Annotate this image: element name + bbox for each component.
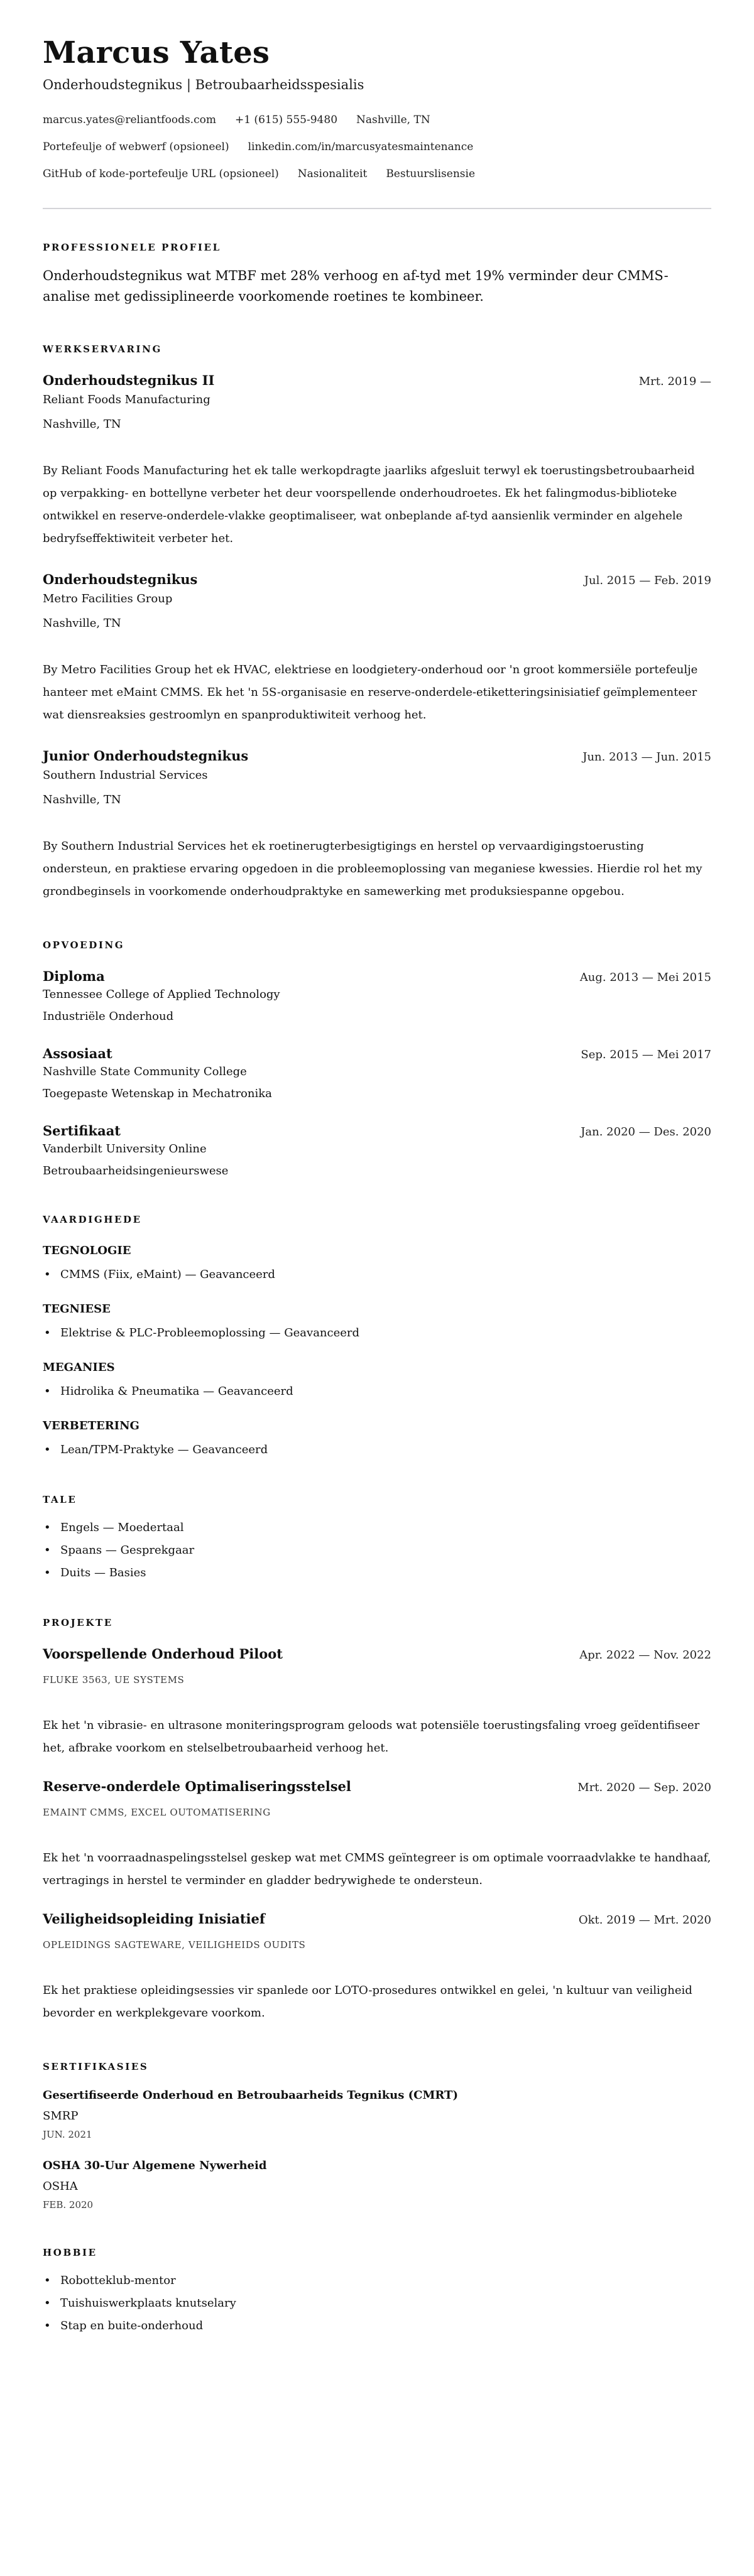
skills-section	[43, 1214, 711, 1458]
contact-nationality: Nasionaliteit	[297, 167, 368, 180]
section-title-experience: WERKSERVARING	[43, 343, 162, 355]
field-of-study: Industriële Onderhoud	[43, 1009, 174, 1023]
section-title-profile: PROFESSIONELE PROFIEL	[43, 241, 221, 253]
skill-item: • Elektrise & PLC-Probleemoplossing — Geavanceerd	[44, 1326, 360, 1339]
hobby-list	[43, 2273, 711, 2334]
bullet-icon: •	[44, 1267, 51, 1281]
education-entry	[43, 1046, 711, 1100]
certification-issuer: OSHA	[43, 2179, 78, 2193]
project-description: Ek het praktiese opleidingsessies vir spanlede oor LOTO-prosedures ontwikkel en gelei, 'n kultuur van veiligheid bevorder en werkplekgevare voorkom.	[43, 1983, 692, 2020]
education-section	[43, 939, 711, 1177]
skill-list	[43, 1326, 711, 1341]
language-item: • Engels — Moedertaal	[44, 1520, 184, 1534]
section-title-hobbies: HOBBIE	[43, 2246, 97, 2258]
school-name: Vanderbilt University Online	[43, 1142, 207, 1155]
bullet-icon: •	[44, 1384, 51, 1398]
language-item: • Duits — Basies	[44, 1566, 146, 1579]
field-of-study: Toegepaste Wetenskap in Mechatronika	[43, 1086, 272, 1100]
project-title: Reserve-onderdele Optimaliseringsstelsel	[43, 1778, 351, 1794]
project-entry	[43, 1778, 711, 1892]
contact-row-1	[43, 114, 711, 126]
project-entry	[43, 1646, 711, 1760]
language-list	[43, 1520, 711, 1581]
contact-linkedin[interactable]: linkedin.com/in/marcusyatesmaintenance	[248, 140, 474, 153]
education-entry	[43, 968, 711, 1023]
contact-row-3	[43, 168, 711, 180]
skill-list	[43, 1442, 711, 1458]
contact-portfolio[interactable]: Portefeulje of webwerf (opsioneel)	[43, 140, 229, 153]
hobby-item: • Tuishuiswerkplaats knutselary	[44, 2296, 236, 2310]
hobby-item: • Robotteklub-mentor	[44, 2273, 176, 2287]
section-title-skills: VAARDIGHEDE	[43, 1213, 142, 1225]
section-title-certifications: SERTIFIKASIES	[43, 2060, 149, 2072]
project-tech: EMAINT CMMS, EXCEL OUTOMATISERING	[43, 1806, 271, 1818]
certification-name: OSHA 30-Uur Algemene Nywerheid	[43, 2158, 267, 2172]
project-tech: OPLEIDINGS SAGTEWARE, VEILIGHEIDS OUDITS	[43, 1939, 306, 1951]
education-date: Aug. 2013 — Mei 2015	[579, 970, 711, 984]
bullet-icon: •	[44, 1326, 51, 1339]
bullet-icon: •	[44, 2296, 51, 2310]
job-company: Southern Industrial Services	[43, 768, 208, 782]
hobby-item: • Stap en buite-onderhoud	[44, 2319, 204, 2332]
contact-phone[interactable]: +1 (615) 555-9480	[234, 113, 338, 126]
job-date: Jun. 2013 — Jun. 2015	[582, 750, 711, 764]
candidate-name: Marcus Yates	[43, 35, 270, 70]
job-entry	[43, 748, 711, 903]
bullet-icon: •	[44, 2273, 51, 2287]
profile-summary: Onderhoudstegnikus wat MTBF met 28% verhoog en af-tyd met 19% verminder deur CMMS-analise met gedissiplineerde voorkomende roetines te kombineer.	[43, 268, 669, 304]
project-date: Apr. 2022 — Nov. 2022	[579, 1648, 711, 1662]
project-date: Okt. 2019 — Mrt. 2020	[578, 1913, 711, 1927]
project-description: Ek het 'n vibrasie- en ultrasone moniteringsprogram geloods wat potensiële toerustingsfaling vroeg geïdentifiseer het, afbrake voorkom en stelselbetroubaarheid verhoog het.	[43, 1718, 700, 1755]
bullet-icon: •	[44, 2319, 51, 2332]
skill-category-title: TEGNOLOGIE	[43, 1243, 131, 1257]
resume-header	[43, 36, 711, 180]
skill-item: • Hidrolika & Pneumatika — Geavanceerd	[44, 1384, 293, 1398]
candidate-headline: Onderhoudstegnikus | Betroubaarheidsspesialis	[43, 77, 364, 92]
degree-title: Assosiaat	[43, 1045, 112, 1061]
certification-name: Gesertifiseerde Onderhoud en Betroubaarheids Tegnikus (CMRT)	[43, 2088, 458, 2102]
contact-drivers-license: Bestuurslisensie	[386, 167, 475, 180]
certifications-section	[43, 2061, 711, 2211]
job-date: Jul. 2015 — Feb. 2019	[584, 573, 711, 587]
education-date: Jan. 2020 — Des. 2020	[581, 1125, 711, 1139]
project-title: Veiligheidsopleiding Inisiatief	[43, 1910, 265, 1927]
contact-github[interactable]: GitHub of kode-portefeulje URL (opsioneel)	[43, 167, 279, 180]
degree-title: Diploma	[43, 968, 105, 984]
project-tech: FLUKE 3563, UE SYSTEMS	[43, 1674, 185, 1686]
projects-section	[43, 1617, 711, 2025]
skill-list	[43, 1267, 711, 1282]
project-title: Voorspellende Onderhoud Piloot	[43, 1645, 283, 1662]
experience-section	[43, 344, 711, 903]
section-title-languages: TALE	[43, 1493, 77, 1505]
degree-title: Sertifikaat	[43, 1122, 121, 1139]
job-company: Metro Facilities Group	[43, 592, 173, 605]
school-name: Nashville State Community College	[43, 1064, 247, 1078]
languages-section	[43, 1494, 711, 1581]
education-entry	[43, 1123, 711, 1177]
skill-list	[43, 1384, 711, 1399]
project-description: Ek het 'n voorraadnaspelingsstelsel geskep wat met CMMS geïntegreer is om optimale voorraadvlakke te handhaaf, vertragings in herstel te verminder en gladder bedrywighede te ondersteun.	[43, 1851, 711, 1887]
project-date: Mrt. 2020 — Sep. 2020	[577, 1780, 711, 1794]
field-of-study: Betroubaarheidsingenieurswese	[43, 1164, 229, 1177]
job-description: By Southern Industrial Services het ek roetinerugterbesigtigings en herstel op vervaardigingstoerusting ondersteun, en praktiese ervaring opgedoen in die probleemoplossing van meganiese kwessies. Hierdie rol het my grondbeginsels in voorkomende onderhoudpraktyke en samewerking met produksiespanne opgebou.	[43, 839, 702, 898]
certification-entry	[43, 2159, 711, 2211]
hobbies-section	[43, 2247, 711, 2334]
job-date: Mrt. 2019 —	[638, 374, 711, 388]
school-name: Tennessee College of Applied Technology	[43, 987, 280, 1001]
skill-category-title: MEGANIES	[43, 1360, 115, 1374]
project-entry	[43, 1911, 711, 2025]
bullet-icon: •	[44, 1520, 51, 1534]
job-location: Nashville, TN	[43, 417, 121, 431]
header-divider	[43, 208, 711, 209]
skill-item: • CMMS (Fiix, eMaint) — Geavanceerd	[44, 1267, 275, 1281]
job-location: Nashville, TN	[43, 616, 121, 630]
certification-date: FEB. 2020	[43, 2199, 94, 2211]
skill-category-title: TEGNIESE	[43, 1302, 111, 1316]
bullet-icon: •	[44, 1442, 51, 1456]
job-title: Onderhoudstegnikus II	[43, 372, 215, 388]
job-entry	[43, 571, 711, 727]
job-description: By Reliant Foods Manufacturing het ek talle werkopdragte jaarliks afgesluit terwyl ek toerustingsbetroubaarheid op verpakking- en bottellyne verbeter het deur voorspellende onderhoudroetes. Ek het falingmodus-biblioteke ontwikkel en reserve-onderdele-vlakke geoptimaliseer, wat onbeplande af-tyd aansienlik verminder en algehele bedryfseffektiwiteit verbeter het.	[43, 463, 695, 545]
section-title-projects: PROJEKTE	[43, 1616, 113, 1628]
certification-entry	[43, 2089, 711, 2140]
certification-issuer: SMRP	[43, 2109, 79, 2123]
contact-row-2	[43, 141, 711, 153]
skill-category-title: VERBETERING	[43, 1419, 139, 1432]
skill-item: • Lean/TPM-Praktyke — Geavanceerd	[44, 1442, 268, 1456]
job-title: Onderhoudstegnikus	[43, 571, 198, 587]
bullet-icon: •	[44, 1543, 51, 1557]
job-company: Reliant Foods Manufacturing	[43, 392, 210, 406]
contact-location: Nashville, TN	[356, 113, 430, 126]
profile-section	[43, 242, 711, 307]
contact-email[interactable]: marcus.yates@reliantfoods.com	[43, 113, 216, 126]
job-title: Junior Onderhoudstegnikus	[43, 747, 249, 764]
section-title-education: OPVOEDING	[43, 939, 125, 951]
job-description: By Metro Facilities Group het ek HVAC, elektriese en loodgietery-onderhoud oor 'n groot kommersiële portefeulje hanteer met eMaint CMMS. Ek het 'n 5S-organisasie en reserve-onderdele-etiketteringsinisiatief geïmplementeer wat diensreaksies gestroomlyn en spanproduktiwiteit verhoog het.	[43, 663, 698, 722]
language-item: • Spaans — Gesprekgaar	[44, 1543, 195, 1557]
job-location: Nashville, TN	[43, 793, 121, 806]
bullet-icon: •	[44, 1566, 51, 1579]
job-entry	[43, 372, 711, 550]
education-date: Sep. 2015 — Mei 2017	[581, 1047, 711, 1061]
certification-date: JUN. 2021	[43, 2128, 92, 2140]
